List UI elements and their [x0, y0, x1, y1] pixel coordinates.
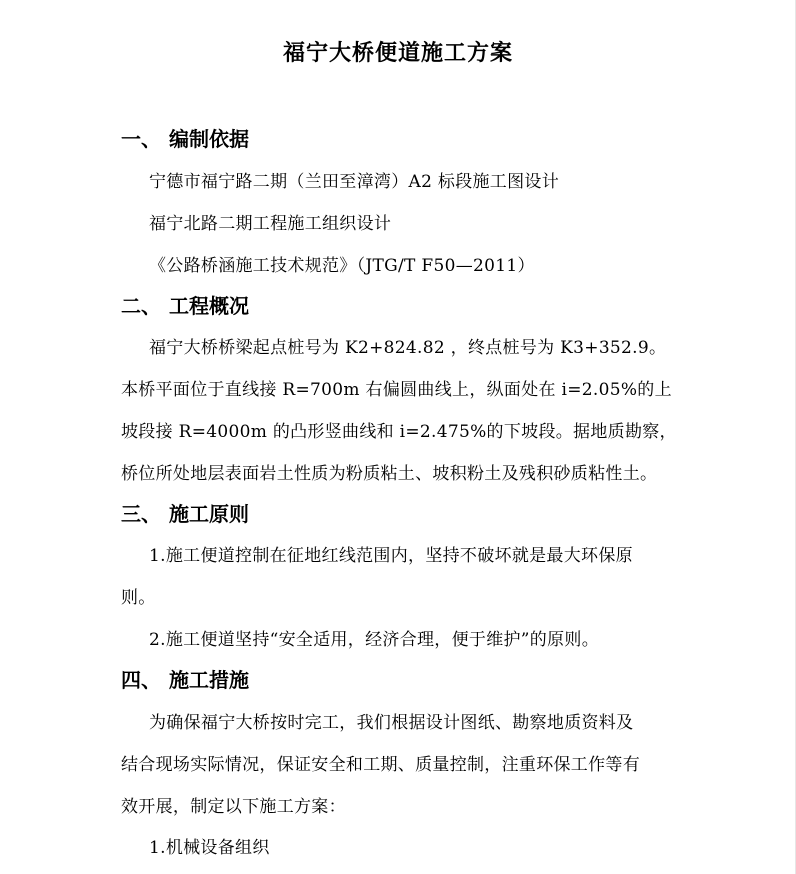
paragraph-line: 《公路桥涵施工技术规范》（JTG/T F50—2011）: [149, 256, 535, 276]
section-title: 施工措施: [169, 668, 249, 692]
paragraph-line: 则。: [121, 588, 156, 608]
paragraph-line: 本桥平面位于直线接 R=700m 右偏圆曲线上，纵面处在 i=2.05%的上: [121, 380, 672, 400]
paragraph-line: 效开展，制定以下施工方案：: [121, 797, 346, 817]
section-heading-2: [121, 290, 249, 319]
section-heading-1: [121, 123, 249, 152]
paragraph-line: 福宁大桥桥梁起点桩号为 K2+824.82 ，终点桩号为 K3+352.9。: [149, 338, 667, 358]
paragraph-line: 结合现场实际情况，保证安全和工期、质量控制，注重环保工作等有: [121, 755, 640, 775]
section-title: 工程概况: [169, 294, 249, 318]
section-heading-3: [121, 498, 249, 527]
section-number: 三、: [121, 502, 161, 526]
paragraph-line: 为确保福宁大桥按时完工，我们根据设计图纸、勘察地质资料及: [149, 713, 634, 733]
paragraph-line: 桥位所处地层表面岩土性质为粉质粘土、坡积粉土及残积砂质粘性土。: [121, 464, 658, 484]
paragraph-line: 宁德市福宁路二期（兰田至漳湾）A2 标段施工图设计: [149, 172, 559, 192]
section-title: 编制依据: [169, 127, 249, 151]
section-title: 施工原则: [169, 502, 249, 526]
section-heading-4: [121, 664, 249, 693]
paragraph-line: 2.施工便道坚持“安全适用，经济合理，便于维护”的原则。: [149, 630, 600, 650]
paragraph-line: 福宁北路二期工程施工组织设计: [149, 214, 392, 234]
document-title: 福宁大桥便道施工方案: [282, 40, 513, 66]
section-number: 四、: [121, 668, 161, 692]
paragraph-line: 1.机械设备组织: [149, 838, 270, 858]
section-number: 一、: [121, 127, 161, 151]
paragraph-line: 坡段接 R=4000m 的凸形竖曲线和 i=2.475%的下坡段。据地质勘察，: [121, 422, 677, 442]
section-number: 二、: [121, 294, 161, 318]
paragraph-line: 1.施工便道控制在征地红线范围内，坚持不破坏就是最大环保原: [149, 546, 633, 566]
